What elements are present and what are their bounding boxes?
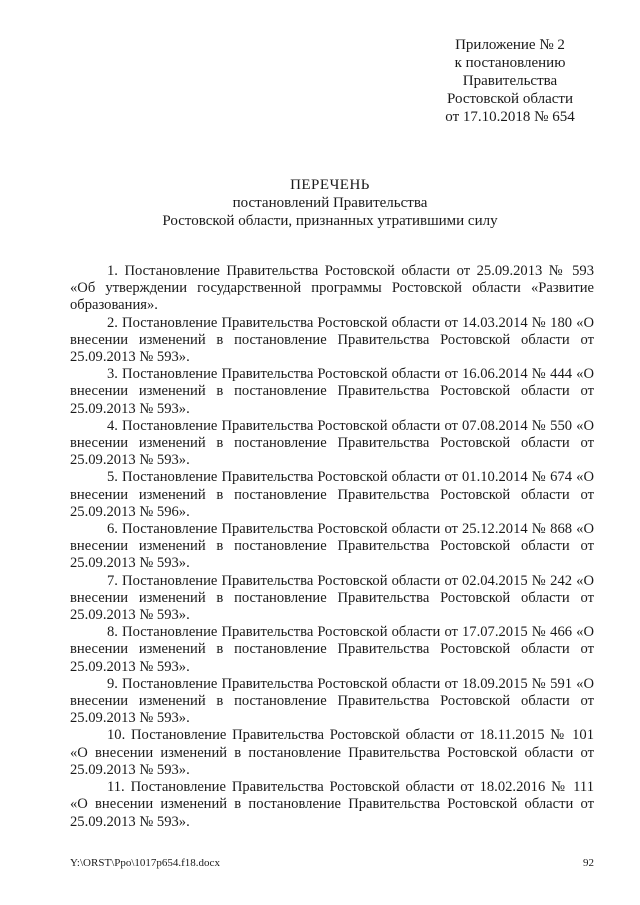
list-item: 11. Постановление Правительства Ростовской области от 18.02.2016 № 111 «О внесении изменений в постановление Правительства Ростовской области от 25.09.2013 № 593». [70, 779, 594, 830]
list-item: 10. Постановление Правительства Ростовской области от 18.11.2015 № 101 «О внесении изменений в постановление Правительства Ростовской области от 25.09.2013 № 593». [70, 727, 594, 778]
list-item: 1. Постановление Правительства Ростовской области от 25.09.2013 № 593 «Об утверждении государственной программы Ростовской области «Развитие образования». [70, 263, 594, 314]
list-item: 8. Постановление Правительства Ростовской области от 17.07.2015 № 466 «О внесении изменений в постановление Правительства Ростовской области от 25.09.2013 № 593». [70, 624, 594, 675]
list-item: 7. Постановление Правительства Ростовской области от 02.04.2015 № 242 «О внесении изменений в постановление Правительства Ростовской области от 25.09.2013 № 593». [70, 572, 594, 624]
document-heading [70, 176, 590, 230]
list-item: 2. Постановление Правительства Ростовской области от 14.03.2014 № 180 «О внесении изменений в постановление Правительства Ростовской области от 25.09.2013 № 593». [70, 314, 594, 366]
annex-line: к постановлению [454, 55, 566, 71]
heading-subtitle: Ростовской области, признанных утратившими силу [162, 213, 498, 229]
annex-block [415, 36, 605, 126]
annex-line: Ростовской области [447, 91, 573, 107]
list-item: 9. Постановление Правительства Ростовской области от 18.09.2015 № 591 «О внесении изменений в постановление Правительства Ростовской области от 25.09.2013 № 593». [70, 675, 594, 727]
heading-subtitle: постановлений Правительства [232, 195, 428, 211]
list-item: 6. Постановление Правительства Ростовской области от 25.12.2014 № 868 «О внесении изменений в постановление Правительства Ростовской области от 25.09.2013 № 593». [70, 521, 594, 572]
list-item: 3. Постановление Правительства Ростовской области от 16.06.2014 № 444 «О внесении изменений в постановление Правительства Ростовской области от 25.09.2013 № 593». [70, 366, 594, 417]
list-item: 5. Постановление Правительства Ростовской области от 01.10.2014 № 674 «О внесении изменений в постановление Правительства Ростовской области от 25.09.2013 № 596». [70, 469, 594, 520]
annex-line: Приложение № 2 [455, 37, 565, 53]
annex-line: от 17.10.2018 № 654 [445, 109, 575, 125]
list-item: 4. Постановление Правительства Ростовской области от 07.08.2014 № 550 «О внесении изменений в постановление Правительства Ростовской области от 25.09.2013 № 593». [70, 417, 594, 469]
heading-title: ПЕРЕЧЕНЬ [290, 177, 370, 193]
footer-file-path: Y:\ORST\Ppo\1017p654.f18.docx [70, 857, 220, 869]
resolutions-list [70, 263, 594, 831]
page-number: 92 [583, 857, 594, 869]
annex-line: Правительства [462, 73, 558, 89]
